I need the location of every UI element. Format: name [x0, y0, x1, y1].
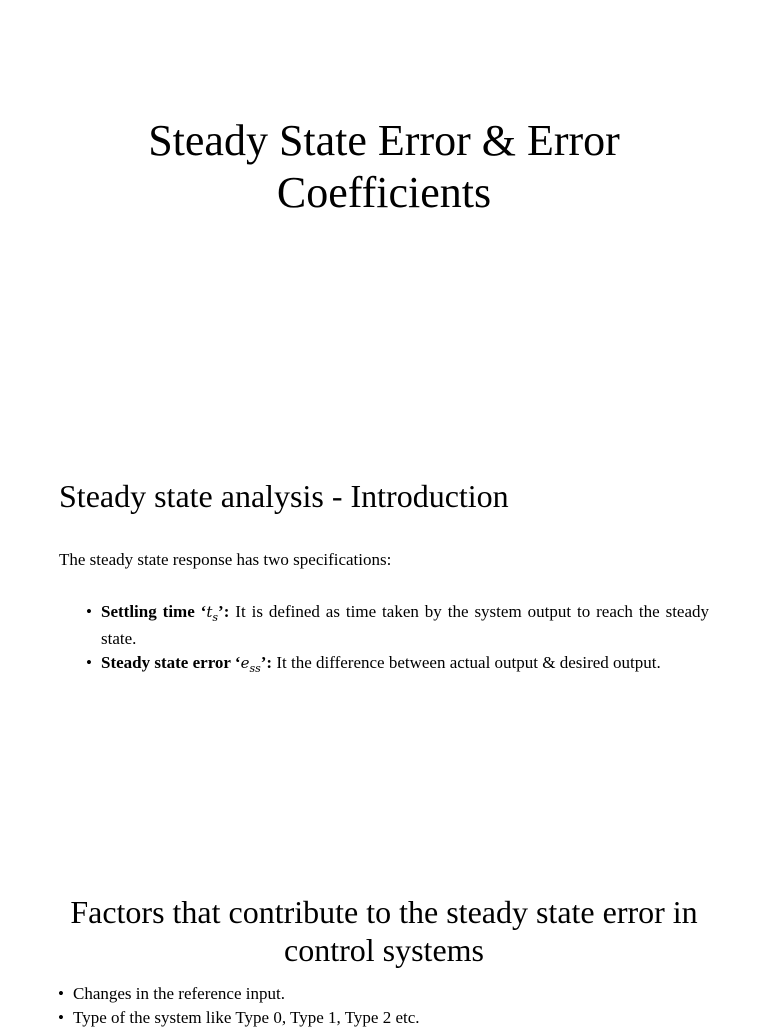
- symbol-text: t: [206, 603, 213, 621]
- math-symbol: [206, 603, 219, 624]
- title-slide: [0, 0, 768, 430]
- slide-title: Steady State Error & Error Coefficients: [148, 116, 620, 217]
- list-item-steady-state-error: [86, 652, 709, 679]
- symbol-subscript: ss: [249, 662, 261, 675]
- intro-slide: [0, 430, 768, 860]
- bullet-text: It the difference between actual output & desired output.: [272, 653, 661, 672]
- specification-list: [86, 601, 709, 682]
- bullet-label: [101, 653, 273, 675]
- list-item-settling-time: [86, 601, 709, 649]
- slide-heading: Steady state analysis - Introduction: [59, 478, 509, 514]
- label-text: ’:: [218, 602, 230, 621]
- label-text: Settling time ‘: [101, 602, 207, 621]
- factors-slide: [0, 860, 768, 1027]
- label-text: ’:: [260, 653, 273, 672]
- math-symbol: [240, 654, 261, 675]
- symbol-text: e: [240, 654, 250, 672]
- list-item: • Type of the system like Type 0, Type 1, Type 2 etc.: [58, 1006, 708, 1030]
- slide-title: Factors that contribute to the steady state error in control systems: [70, 894, 698, 968]
- symbol-subscript: s: [212, 611, 219, 624]
- list-item: • Changes in the reference input.: [58, 982, 708, 1006]
- bullet-label: [101, 602, 230, 624]
- bullet-text: It is defined as time taken by the system output to reach the steady state.: [101, 602, 710, 648]
- factors-list: [58, 982, 708, 1030]
- intro-text: The steady state response has two specifications:: [59, 550, 392, 569]
- label-text: Steady state error ‘: [101, 653, 241, 672]
